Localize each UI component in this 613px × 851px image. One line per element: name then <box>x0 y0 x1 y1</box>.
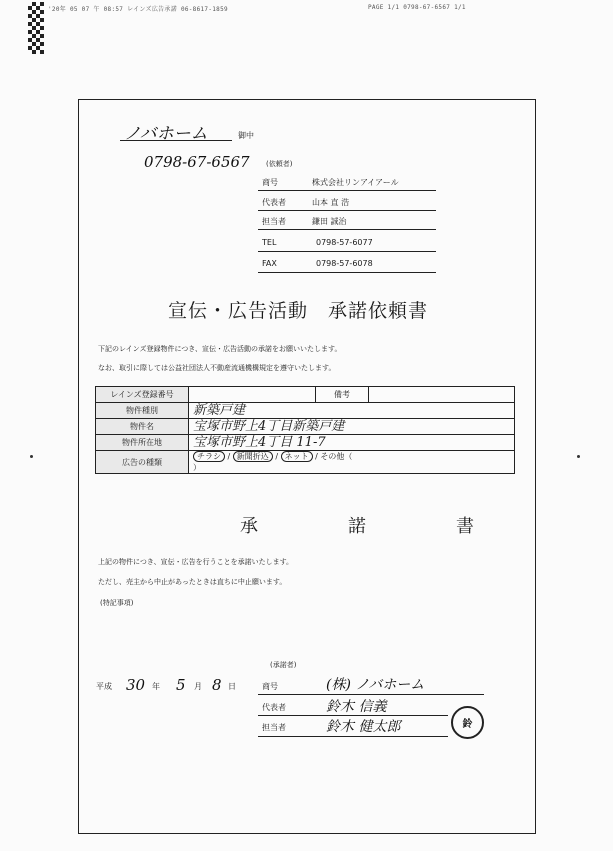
requester-line-4 <box>258 272 436 273</box>
recipient-underline <box>120 140 232 141</box>
special-notes-label: (特記事項) <box>100 599 134 607</box>
address-label: 物件所在地 <box>96 435 189 451</box>
requester-line-3 <box>258 251 436 252</box>
requester-fax: 0798-57-6078 <box>316 259 373 268</box>
date-month-unit: 月 <box>194 682 202 691</box>
consent-title: 承 諾 書 <box>240 516 510 537</box>
requester-line-2 <box>258 229 436 230</box>
remarks-label: 備考 <box>316 387 369 403</box>
seal-text: 鈴 <box>462 719 473 730</box>
table-row <box>96 451 515 474</box>
fax-checker-mark <box>28 2 44 54</box>
consent-body-line-2: ただし、売主から中止があったときは直ちに中止願います。 <box>98 578 287 586</box>
requester-role-label: (依頼者) <box>266 160 293 168</box>
consenter-label-0: 商号 <box>262 682 278 691</box>
remarks-value <box>369 387 515 403</box>
table-row <box>96 387 515 403</box>
address-cell <box>189 435 515 451</box>
type-label: 物件種別 <box>96 403 189 419</box>
table-row <box>96 435 515 451</box>
requester-line-0 <box>258 190 436 191</box>
requester-tel: 0798-57-6077 <box>316 238 373 247</box>
fax-header-right: PAGE 1/1 0798-67-6567 1/1 <box>368 4 466 11</box>
name-label: 物件名 <box>96 419 189 435</box>
ad-option-other: その他（ <box>320 452 353 461</box>
requester-company: 株式会社リンアイアール <box>312 178 399 187</box>
registration-label: レインズ登録番号 <box>96 387 189 403</box>
requester-person-in-charge: 鎌田 誠治 <box>312 217 347 226</box>
consenter-company: (株) ノバホーム <box>326 677 425 693</box>
property-table <box>95 386 515 474</box>
recipient-fax-number: 0798-67-6567 <box>144 153 250 171</box>
requester-label-2: 担当者 <box>262 217 286 226</box>
scan-speck <box>30 455 33 458</box>
requester-representative: 山本 直 浩 <box>312 198 350 207</box>
name-cell <box>189 419 515 435</box>
consenter-person-in-charge: 鈴木 健太郎 <box>326 719 401 735</box>
request-title: 宣伝・広告活動 承諾依頼書 <box>168 300 429 322</box>
address-value: 宝塚市野上4丁目 11-7 <box>193 435 326 450</box>
date-year-unit: 年 <box>152 682 160 691</box>
consent-body-line-1: 上記の物件につき、宣伝・広告を行うことを承諾いたします。 <box>98 558 294 566</box>
requester-label-3: TEL <box>262 238 277 247</box>
consenter-label-2: 担当者 <box>262 723 286 732</box>
date-year: 30 <box>126 676 146 694</box>
date-day-unit: 日 <box>228 682 236 691</box>
table-row <box>96 403 515 419</box>
request-body-line-1: 下記のレインズ登録物件につき、宣伝・広告活動の承諾をお願いいたします。 <box>98 345 342 353</box>
ad-type-label: 広告の種類 <box>96 451 189 474</box>
recipient-company: ノバホーム <box>124 124 208 144</box>
ad-option-other-close: ） <box>193 463 201 472</box>
date-era: 平成 <box>96 682 112 691</box>
consenter-role-label: (承諾者) <box>270 661 297 669</box>
ad-option-internet: ネット <box>281 451 313 462</box>
type-value: 新築戸建 <box>193 403 246 418</box>
company-seal-stamp <box>451 706 484 739</box>
request-body-line-2: なお、取引に際しては公益社団法人不動産流通機構規定を遵守いたします。 <box>98 364 336 372</box>
ad-option-newspaper: 新聞折込 <box>233 451 273 462</box>
requester-line-1 <box>258 210 436 211</box>
recipient-honorific: 御中 <box>238 131 254 140</box>
consenter-line-0 <box>258 694 484 695</box>
scan-speck <box>577 455 580 458</box>
registration-value <box>189 387 316 403</box>
requester-label-1: 代表者 <box>262 198 286 207</box>
ad-option-flyer: チラシ <box>193 451 225 462</box>
fax-header-left: '20年 05 07 午 08:57 レインズ広告承諾 06-8617-1859 <box>48 6 228 13</box>
consenter-representative: 鈴木 信義 <box>326 699 387 715</box>
consenter-label-1: 代表者 <box>262 703 286 712</box>
requester-label-4: FAX <box>262 259 277 268</box>
type-cell <box>189 403 515 419</box>
requester-label-0: 商号 <box>262 178 278 187</box>
name-value: 宝塚市野上4丁目新築戸建 <box>193 419 345 434</box>
consenter-line-2 <box>258 736 448 737</box>
ad-type-cell: チラシ / 新聞折込 / ネット / その他（ ） <box>189 451 515 474</box>
date-day: 8 <box>212 676 222 694</box>
table-row <box>96 419 515 435</box>
date-month: 5 <box>176 676 186 694</box>
